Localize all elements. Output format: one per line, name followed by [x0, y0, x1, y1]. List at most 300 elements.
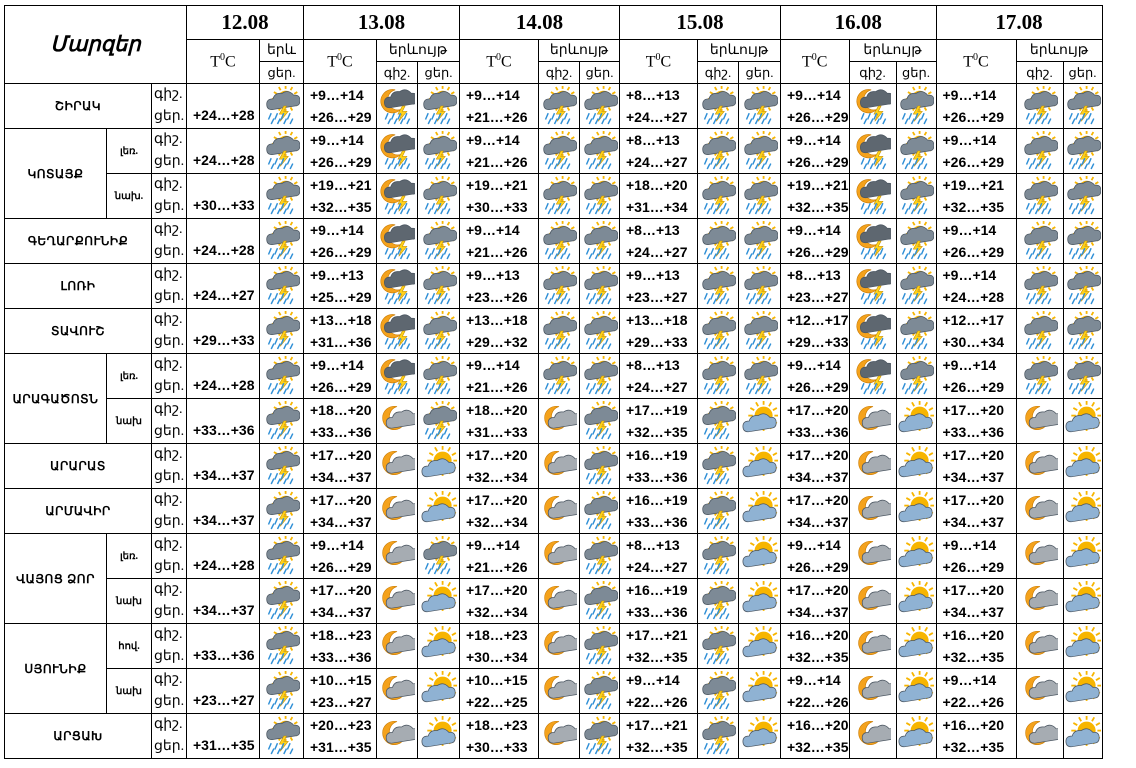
day-temp: +32…+35	[787, 649, 849, 665]
day-header: ցեր.	[896, 62, 936, 84]
storm-sun-icon	[418, 534, 460, 579]
time-labels	[152, 84, 187, 129]
day-temp: +30…+34	[466, 649, 528, 665]
temperature-cell	[304, 84, 377, 129]
region-name: ՎԱՅՈՑ ՁՈՐ	[5, 534, 107, 624]
temperature-cell	[936, 624, 1016, 669]
day-temp: +23…+27	[787, 289, 849, 305]
night-label: գիշ.	[154, 402, 183, 417]
day-label: ցեր.	[154, 244, 185, 259]
storm-sun-icon	[698, 624, 739, 669]
temperature-cell	[460, 309, 539, 354]
sun-cloud-icon	[896, 534, 936, 579]
night-temp: +9…+14	[466, 537, 520, 553]
temperature-day: +24…+27	[187, 264, 260, 309]
day-temp: +30…+34	[942, 334, 1004, 350]
storm-sun-icon	[698, 84, 739, 129]
temp-sup: 0	[337, 51, 343, 63]
night-temp: +12…+17	[787, 312, 849, 328]
temp-unit: C	[660, 53, 672, 71]
day-label: ցեր.	[154, 334, 185, 349]
temperature-cell	[460, 534, 539, 579]
time-labels	[152, 399, 187, 444]
night-label: գիշ.	[154, 447, 183, 462]
day-header: ցեր.	[1063, 62, 1102, 84]
moon-cloud-icon	[377, 714, 418, 759]
temperature-day: +34…+37	[187, 579, 260, 624]
night-temp: +17…+20	[787, 447, 849, 463]
storm-sun-icon	[580, 624, 620, 669]
night-temp: +16…+20	[787, 717, 849, 733]
temperature-cell	[620, 129, 698, 174]
day-temp: +30…+33	[466, 199, 528, 215]
temp-label: T	[486, 53, 497, 71]
night-temp: +9…+14	[787, 87, 841, 103]
temperature-cell	[781, 444, 850, 489]
day-temp: +34…+37	[787, 514, 849, 530]
day-temp: +26…+29	[787, 154, 849, 170]
day-temp: +32…+35	[626, 739, 688, 755]
sun-cloud-icon	[739, 714, 781, 759]
date-header: 17.08	[936, 6, 1102, 40]
time-labels	[152, 534, 187, 579]
region-name: ՍՅՈՒՆԻՔ	[5, 624, 107, 714]
storm-sun-icon	[580, 534, 620, 579]
night-temp: +9…+14	[310, 357, 364, 373]
storm-night-icon	[377, 219, 418, 264]
moon-cloud-icon	[539, 489, 580, 534]
storm-sun-icon	[698, 444, 739, 489]
night-temp: +17…+20	[787, 492, 849, 508]
table-row	[5, 309, 1103, 354]
night-temp: +9…+14	[310, 537, 364, 553]
day-temp: +22…+26	[787, 694, 849, 710]
sun-cloud-icon	[739, 669, 781, 714]
moon-cloud-icon	[849, 444, 896, 489]
day-temp: +33…+36	[310, 649, 372, 665]
storm-sun-icon	[1016, 354, 1063, 399]
temperature-cell	[620, 264, 698, 309]
night-temp: +17…+20	[942, 402, 1004, 418]
night-temp: +8…+13	[626, 87, 680, 103]
night-label: գիշ.	[154, 672, 183, 687]
night-temp: +13…+18	[466, 312, 528, 328]
temp-sup: 0	[655, 51, 661, 63]
moon-cloud-icon	[849, 714, 896, 759]
storm-sun-icon	[1063, 354, 1102, 399]
table-row	[5, 714, 1103, 759]
temperature-cell	[304, 444, 377, 489]
temperature-cell	[304, 354, 377, 399]
temperature-cell	[781, 84, 850, 129]
day-temp: +24…+27	[626, 379, 688, 395]
moon-cloud-icon	[849, 399, 896, 444]
storm-sun-icon	[739, 84, 781, 129]
day-temp: +26…+29	[787, 559, 849, 575]
storm-night-icon	[849, 174, 896, 219]
temperature-header	[460, 40, 539, 84]
date-header: 16.08	[781, 6, 937, 40]
night-temp: +8…+13	[787, 267, 841, 283]
day-temp: +32…+35	[942, 199, 1004, 215]
temperature-cell	[781, 129, 850, 174]
storm-sun-icon	[1063, 264, 1102, 309]
sun-cloud-icon	[896, 714, 936, 759]
storm-sun-icon	[1016, 309, 1063, 354]
moon-cloud-icon	[1016, 534, 1063, 579]
day-label: ցեր.	[154, 109, 185, 124]
weather-icon	[260, 399, 304, 444]
date-row	[5, 6, 1103, 40]
weather-icon	[260, 489, 304, 534]
day-temp: +26…+29	[310, 154, 372, 170]
storm-sun-icon	[1063, 309, 1102, 354]
temperature-cell	[781, 354, 850, 399]
storm-sun-icon	[698, 309, 739, 354]
night-temp: +9…+14	[466, 357, 520, 373]
day-label: ցեր.	[154, 604, 185, 619]
temperature-day: +23…+27	[187, 669, 260, 714]
sun-cloud-icon	[739, 399, 781, 444]
temperature-cell	[304, 399, 377, 444]
storm-sun-icon	[539, 174, 580, 219]
storm-sun-icon	[580, 354, 620, 399]
night-temp: +17…+20	[310, 582, 372, 598]
night-temp: +9…+14	[787, 672, 841, 688]
night-temp: +16…+20	[942, 627, 1004, 643]
night-label: գիշ.	[154, 87, 183, 102]
weather-icon	[260, 264, 304, 309]
day-temp: +33…+36	[626, 604, 688, 620]
night-temp: +18…+20	[466, 402, 528, 418]
temperature-cell	[936, 489, 1016, 534]
table-row	[5, 129, 1103, 174]
sun-cloud-icon	[1063, 669, 1102, 714]
night-temp: +17…+20	[466, 447, 528, 463]
temperature-cell	[781, 714, 850, 759]
storm-sun-icon	[739, 264, 781, 309]
night-label: գիշ.	[154, 132, 183, 147]
day-temp: +32…+35	[787, 199, 849, 215]
storm-sun-icon	[698, 264, 739, 309]
storm-sun-icon	[418, 129, 460, 174]
storm-sun-icon	[896, 354, 936, 399]
night-temp: +8…+13	[626, 537, 680, 553]
weather-icon	[260, 624, 304, 669]
temp-unit: C	[225, 53, 236, 71]
storm-sun-icon	[739, 129, 781, 174]
subregion-label: լեռ.	[107, 129, 152, 174]
weather-icon	[260, 669, 304, 714]
time-labels	[152, 489, 187, 534]
storm-sun-icon	[418, 309, 460, 354]
sun-cloud-icon	[1063, 579, 1102, 624]
day-header: ցեր.	[260, 62, 304, 84]
table-row	[5, 534, 1103, 579]
temperature-header	[781, 40, 850, 84]
date-header: 15.08	[620, 6, 781, 40]
storm-sun-icon	[896, 219, 936, 264]
temperature-day: +30…+33	[187, 174, 260, 219]
regions-header: Մարզեր	[5, 6, 187, 84]
night-temp: +17…+21	[626, 627, 688, 643]
day-temp: +22…+25	[466, 694, 528, 710]
day-temp: +24…+27	[626, 109, 688, 125]
temperature-cell	[620, 219, 698, 264]
storm-sun-icon	[580, 399, 620, 444]
storm-sun-icon	[698, 399, 739, 444]
night-label: գիշ.	[154, 492, 183, 507]
temperature-day: +34…+37	[187, 489, 260, 534]
day-temp: +31…+34	[626, 199, 688, 215]
night-header: գիշ.	[698, 62, 739, 84]
day-label: ցեր.	[154, 469, 185, 484]
night-temp: +8…+13	[626, 222, 680, 238]
day-temp: +34…+37	[310, 469, 372, 485]
sun-cloud-icon	[1063, 714, 1102, 759]
day-temp: +24…+27	[626, 154, 688, 170]
temperature-cell	[936, 129, 1016, 174]
night-temp: +18…+23	[466, 627, 528, 643]
day-temp: +29…+33	[626, 334, 688, 350]
moon-cloud-icon	[849, 624, 896, 669]
time-labels	[152, 354, 187, 399]
temp-sup: 0	[811, 51, 817, 63]
storm-sun-icon	[698, 174, 739, 219]
weather-icon	[260, 534, 304, 579]
sun-cloud-icon	[896, 489, 936, 534]
night-temp: +9…+14	[466, 222, 520, 238]
storm-sun-icon	[896, 129, 936, 174]
day-label: ցեր.	[154, 154, 185, 169]
temperature-cell	[460, 399, 539, 444]
night-temp: +16…+19	[626, 582, 688, 598]
temperature-cell	[620, 444, 698, 489]
moon-cloud-icon	[849, 534, 896, 579]
storm-night-icon	[849, 264, 896, 309]
storm-sun-icon	[1063, 129, 1102, 174]
temperature-cell	[460, 444, 539, 489]
night-label: գիշ.	[154, 717, 183, 732]
day-temp: +34…+37	[310, 604, 372, 620]
temperature-cell	[781, 624, 850, 669]
day-temp: +26…+29	[787, 379, 849, 395]
storm-night-icon	[849, 309, 896, 354]
night-label: գիշ.	[154, 582, 183, 597]
table-row	[5, 489, 1103, 534]
temperature-cell	[460, 489, 539, 534]
temperature-cell	[304, 669, 377, 714]
storm-sun-icon	[580, 219, 620, 264]
storm-sun-icon	[698, 129, 739, 174]
subregion-label: նախ	[107, 579, 152, 624]
storm-sun-icon	[418, 354, 460, 399]
day-temp: +24…+27	[626, 244, 688, 260]
night-temp: +13…+18	[310, 312, 372, 328]
table-row	[5, 399, 1103, 444]
temperature-cell	[620, 624, 698, 669]
night-temp: +18…+23	[466, 717, 528, 733]
storm-sun-icon	[539, 309, 580, 354]
sun-cloud-icon	[896, 669, 936, 714]
storm-sun-icon	[580, 174, 620, 219]
day-temp: +34…+37	[942, 469, 1004, 485]
night-temp: +17…+20	[942, 447, 1004, 463]
night-temp: +19…+21	[787, 177, 849, 193]
night-temp: +8…+13	[626, 357, 680, 373]
storm-night-icon	[377, 129, 418, 174]
subregion-label: լեռ.	[107, 354, 152, 399]
day-temp: +21…+26	[466, 109, 528, 125]
temperature-day: +24…+28	[187, 354, 260, 399]
storm-sun-icon	[896, 174, 936, 219]
region-name: ԼՈՌԻ	[5, 264, 152, 309]
storm-sun-icon	[418, 219, 460, 264]
sun-cloud-icon	[418, 489, 460, 534]
region-name: ՇԻՐԱԿ	[5, 84, 152, 129]
storm-night-icon	[377, 309, 418, 354]
night-temp: +9…+14	[310, 87, 364, 103]
region-name: ԱՐԱԳԱԾՈՏՆ	[5, 354, 107, 444]
temperature-cell	[304, 309, 377, 354]
moon-cloud-icon	[1016, 489, 1063, 534]
temperature-cell	[936, 219, 1016, 264]
table-row	[5, 444, 1103, 489]
night-temp: +17…+20	[466, 492, 528, 508]
table-row	[5, 669, 1103, 714]
night-header: գիշ.	[849, 62, 896, 84]
temperature-cell	[460, 624, 539, 669]
region-name: ՏԱՎՈՒՇ	[5, 309, 152, 354]
temperature-cell	[620, 714, 698, 759]
storm-sun-icon	[1016, 174, 1063, 219]
region-name: ԿՈՏԱՅՔ	[5, 129, 107, 219]
day-temp: +26…+29	[787, 109, 849, 125]
sun-cloud-icon	[739, 489, 781, 534]
temperature-header	[187, 40, 260, 84]
night-temp: +9…+13	[626, 267, 680, 283]
storm-sun-icon	[698, 579, 739, 624]
storm-sun-icon	[580, 669, 620, 714]
temperature-day: +34…+37	[187, 444, 260, 489]
moon-cloud-icon	[539, 714, 580, 759]
day-temp: +33…+36	[942, 424, 1004, 440]
day-temp: +23…+26	[466, 289, 528, 305]
night-temp: +17…+20	[942, 492, 1004, 508]
moon-cloud-icon	[377, 489, 418, 534]
night-temp: +9…+14	[310, 222, 364, 238]
night-temp: +16…+19	[626, 492, 688, 508]
night-temp: +17…+20	[310, 447, 372, 463]
weather-icon	[260, 714, 304, 759]
phenomenon-header: երևույթ	[539, 40, 620, 62]
day-temp: +33…+36	[626, 514, 688, 530]
temperature-header	[304, 40, 377, 84]
day-temp: +21…+26	[466, 154, 528, 170]
moon-cloud-icon	[1016, 444, 1063, 489]
phenomenon-header: երևույթ	[377, 40, 460, 62]
temperature-cell	[936, 174, 1016, 219]
temperature-cell	[620, 579, 698, 624]
table-row	[5, 579, 1103, 624]
day-temp: +33…+36	[787, 424, 849, 440]
storm-sun-icon	[739, 219, 781, 264]
storm-sun-icon	[418, 174, 460, 219]
day-label: ցեր.	[154, 514, 185, 529]
moon-cloud-icon	[377, 534, 418, 579]
night-temp: +9…+14	[942, 132, 997, 148]
storm-sun-icon	[1016, 84, 1063, 129]
night-temp: +9…+14	[466, 87, 520, 103]
weather-icon	[260, 174, 304, 219]
temp-sup: 0	[496, 51, 502, 63]
time-labels	[152, 669, 187, 714]
night-temp: +19…+21	[466, 177, 528, 193]
storm-sun-icon	[580, 309, 620, 354]
sun-cloud-icon	[739, 444, 781, 489]
moon-cloud-icon	[377, 579, 418, 624]
storm-sun-icon	[418, 264, 460, 309]
night-temp: +16…+19	[626, 447, 688, 463]
weather-icon	[260, 354, 304, 399]
temperature-cell	[460, 174, 539, 219]
day-temp: +34…+37	[942, 514, 1004, 530]
forecast-table	[4, 5, 1103, 759]
sun-cloud-icon	[896, 624, 936, 669]
day-temp: +32…+35	[310, 199, 372, 215]
day-temp: +34…+37	[942, 604, 1004, 620]
temp-sup: 0	[973, 51, 979, 63]
day-temp: +32…+35	[942, 739, 1004, 755]
moon-cloud-icon	[377, 669, 418, 714]
temp-unit: C	[501, 53, 512, 71]
day-temp: +23…+27	[626, 289, 688, 305]
night-temp: +9…+14	[787, 132, 841, 148]
storm-sun-icon	[1016, 219, 1063, 264]
day-temp: +31…+36	[310, 334, 372, 350]
storm-sun-icon	[739, 174, 781, 219]
day-temp: +21…+26	[466, 559, 528, 575]
moon-cloud-icon	[377, 624, 418, 669]
time-labels	[152, 264, 187, 309]
sun-cloud-icon	[418, 669, 460, 714]
temperature-cell	[460, 84, 539, 129]
moon-cloud-icon	[377, 399, 418, 444]
moon-cloud-icon	[1016, 579, 1063, 624]
night-temp: +9…+14	[942, 672, 997, 688]
day-temp: +32…+35	[787, 739, 849, 755]
temperature-cell	[936, 84, 1016, 129]
sun-cloud-icon	[896, 579, 936, 624]
day-temp: +32…+34	[466, 514, 528, 530]
day-temp: +26…+29	[942, 559, 1004, 575]
temp-label: T	[210, 53, 221, 71]
storm-sun-icon	[580, 264, 620, 309]
sun-cloud-icon	[418, 624, 460, 669]
day-header: ցեր.	[418, 62, 460, 84]
temperature-day: +31…+35	[187, 714, 260, 759]
night-temp: +9…+14	[466, 132, 520, 148]
date-header: 13.08	[304, 6, 460, 40]
storm-sun-icon	[539, 354, 580, 399]
day-label: ցեր.	[154, 694, 185, 709]
storm-sun-icon	[580, 444, 620, 489]
temperature-cell	[460, 354, 539, 399]
storm-sun-icon	[698, 219, 739, 264]
storm-sun-icon	[1063, 84, 1102, 129]
temp-unit: C	[816, 53, 828, 71]
temperature-cell	[620, 354, 698, 399]
